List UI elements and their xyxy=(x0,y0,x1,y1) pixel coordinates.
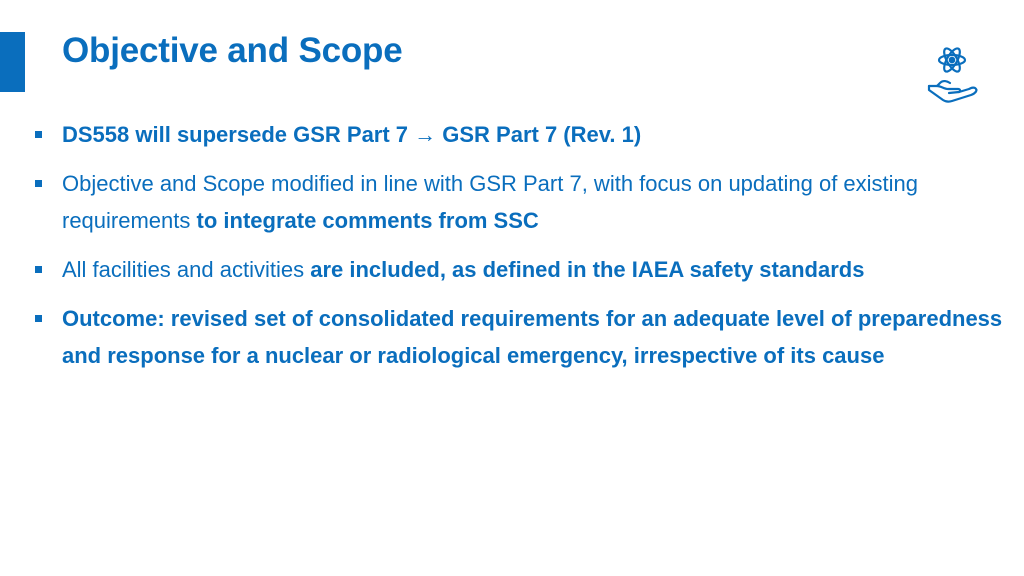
title-accent-bar xyxy=(0,32,25,92)
bullet-item-supersede xyxy=(35,116,1005,153)
bullet-text: DS558 will supersede GSR Part 7 → GSR Part 7 (Rev. 1) xyxy=(62,122,642,147)
bullet-list xyxy=(35,116,1005,386)
bullet-text-emphasis: are included, as defined in the IAEA safety standards xyxy=(310,257,865,282)
atom-in-hand-icon xyxy=(925,42,985,104)
bullet-item-outcome xyxy=(35,300,1005,374)
bullet-marker xyxy=(35,131,42,138)
slide-title: Objective and Scope xyxy=(62,31,403,70)
bullet-marker xyxy=(35,315,42,322)
bullet-marker xyxy=(35,180,42,187)
bullet-text: Objective and Scope modified in line with GSR Part 7, with focus on updating of existing requirements xyxy=(62,171,919,233)
bullet-item-objective-scope xyxy=(35,165,1005,239)
bullet-text: Outcome: revised set of consolidated requirements for an adequate level of preparedness and response for a nuclear or radiological emergency, irrespective of its cause xyxy=(62,306,1003,368)
bullet-marker xyxy=(35,266,42,273)
bullet-text: All facilities and activities xyxy=(62,257,311,282)
bullet-text-emphasis: to integrate comments from SSC xyxy=(196,208,539,233)
bullet-item-facilities xyxy=(35,251,1005,288)
